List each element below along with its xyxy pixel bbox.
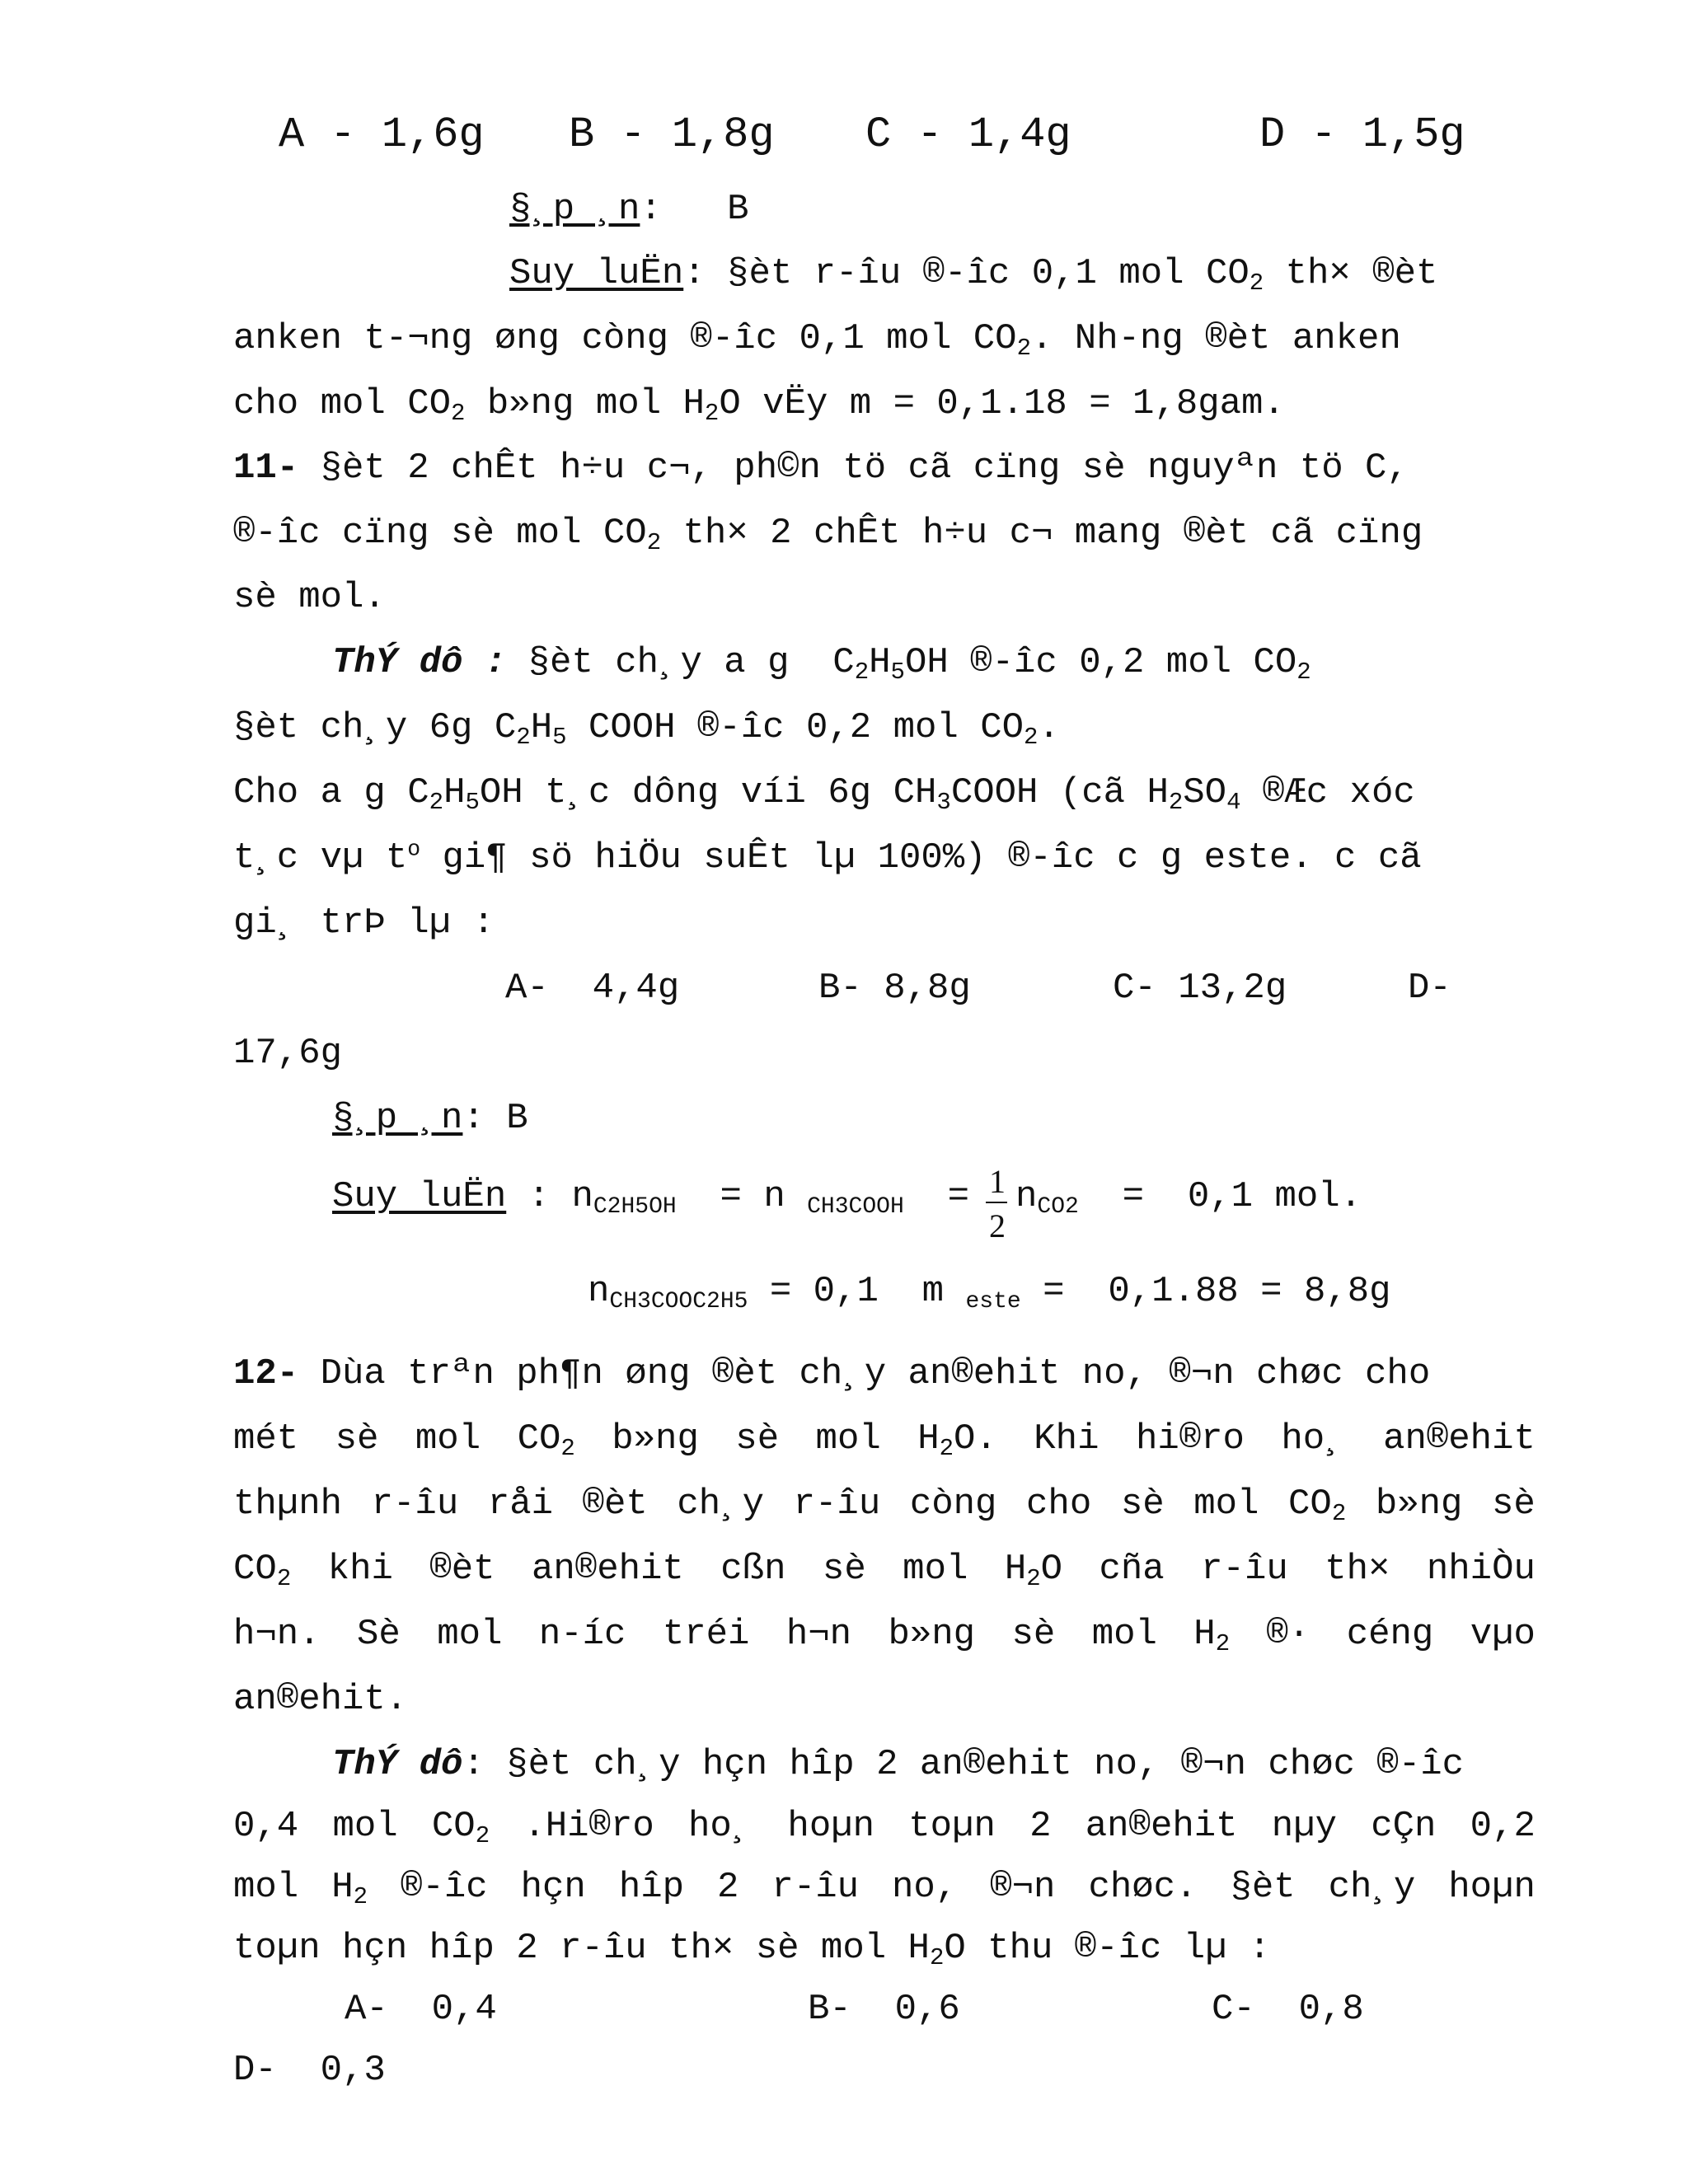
text: mol — [1193, 1483, 1259, 1525]
q10-option-c: C - 1,4g — [865, 110, 1071, 159]
subscript: este — [965, 1288, 1021, 1315]
text: = — [1122, 1176, 1145, 1217]
text: cÇn — [1371, 1806, 1437, 1847]
text: sè — [1492, 1483, 1536, 1525]
text: cho mol CO — [233, 383, 452, 424]
text: CO — [431, 1806, 476, 1847]
text: = 0,1.88 = 8,8g — [1020, 1271, 1391, 1312]
text: ®-îc — [401, 1867, 488, 1908]
q11-example-line-5: gi¸ trÞ lµ : — [233, 902, 495, 944]
text: OH ®-îc 0,2 mol CO — [904, 642, 1297, 683]
text: hoµn — [787, 1806, 875, 1847]
text: sè — [1011, 1614, 1056, 1655]
q12-line-2 — [233, 1418, 1536, 1463]
text: Khi — [1034, 1418, 1100, 1460]
text: n-íc — [538, 1614, 626, 1655]
text: thµnh — [233, 1483, 343, 1525]
text: §èt 2 chÊt h÷u c¬, ph©n tö cã cïng sè nguyªn tö C, — [298, 448, 1409, 489]
q12-line-1 — [233, 1353, 1431, 1394]
text: CO — [233, 1549, 277, 1590]
superscript: o — [407, 837, 421, 862]
text: : §èt r-îu ®-îc 0,1 mol CO — [683, 253, 1250, 294]
subscript: 2 — [1024, 724, 1039, 752]
text: sè — [335, 1418, 379, 1460]
question-number: 11- — [233, 448, 299, 489]
reason-label: Suy luËn — [509, 253, 684, 294]
text: hoµn — [1448, 1867, 1536, 1908]
text: th× 2 chÊt h÷u c¬ mang ®èt cã cïng — [661, 513, 1423, 554]
text: Dùa trªn ph¶n øng ®èt ch¸y an®ehit no, ®¬n chøc cho — [298, 1353, 1431, 1394]
subscript: CO2 — [1037, 1193, 1079, 1220]
text: còng — [909, 1483, 997, 1525]
text: hçn — [520, 1867, 586, 1908]
text — [431, 1806, 490, 1850]
reason-label: Suy luËn — [332, 1176, 507, 1217]
text: b»ng mol H — [465, 383, 705, 424]
text: = 0,1 m — [748, 1271, 966, 1312]
text: : §èt ch¸y hçn hîp 2 an®ehit no, ®¬n chøc ®-îc — [462, 1744, 1465, 1785]
q12-line-4 — [233, 1549, 1536, 1593]
q11-line-3: sè mol. — [233, 577, 386, 618]
text: céng — [1346, 1614, 1434, 1655]
subscript: 2 — [929, 1944, 945, 1972]
text: r-îu — [793, 1483, 881, 1525]
text — [1193, 1614, 1231, 1658]
q10-reason-line-1 — [509, 253, 1438, 298]
q11-option-d-value: 17,6g — [233, 1033, 343, 1074]
q10-option-b: B - 1,8g — [569, 110, 775, 159]
text: H — [869, 642, 891, 683]
text: ®èt — [582, 1483, 648, 1525]
text: an®ehit — [1383, 1418, 1536, 1460]
text: an®ehit — [531, 1549, 684, 1590]
text: r-îu — [371, 1483, 459, 1525]
text: H — [1193, 1614, 1216, 1655]
text — [331, 1867, 368, 1911]
text: H — [331, 1867, 354, 1908]
q10-option-a: A - 1,6g — [279, 110, 485, 159]
text: $CO_2$ — [517, 1418, 575, 1463]
text: ®-îc cïng sè mol CO — [233, 513, 647, 554]
text: : — [528, 1176, 551, 1217]
answer-sep: : — [462, 1098, 485, 1139]
subscript: 4 — [1226, 789, 1241, 817]
q12-line-3 — [233, 1483, 1536, 1528]
q11-example-line-4 — [233, 837, 1422, 879]
text: sè — [1120, 1483, 1165, 1525]
text: H — [530, 707, 553, 748]
q11-option-c: C- 13,2g — [1113, 968, 1287, 1009]
q11-option-a: A- 4,4g — [505, 968, 680, 1009]
text: tréi — [662, 1614, 750, 1655]
subscript: 2 — [475, 1822, 490, 1850]
text: th× — [1325, 1549, 1390, 1590]
text: h¬n. — [233, 1614, 321, 1655]
text: Sè — [357, 1614, 401, 1655]
text: n — [588, 1271, 610, 1312]
text: mol — [1091, 1614, 1157, 1655]
q11-example-line-3 — [233, 772, 1415, 817]
subscript: 2 — [1296, 658, 1311, 687]
text: n — [1015, 1176, 1038, 1217]
text: mét — [233, 1418, 299, 1460]
text: $H_2O$. — [917, 1418, 997, 1463]
text: n — [763, 1176, 785, 1217]
q12-option-a: A- 0,4 — [345, 1989, 497, 2030]
text: hîp — [618, 1867, 685, 1908]
text: ho¸ — [1281, 1418, 1347, 1460]
text: b»ng — [1375, 1483, 1463, 1525]
text: §èt — [1230, 1867, 1296, 1908]
subscript: 2 — [516, 724, 531, 752]
answer-value: B — [727, 189, 749, 230]
q12-example-line-3 — [233, 1867, 1536, 1911]
text: OH t¸c dông víi 6g CH — [479, 772, 937, 813]
text: khi — [327, 1549, 393, 1590]
subscript: 2 — [704, 400, 720, 428]
text: vµo — [1470, 1614, 1536, 1655]
q11-reason-line-1 — [332, 1176, 969, 1220]
text: mol — [332, 1806, 398, 1847]
q11-line-1 — [233, 448, 1409, 489]
text: ®· — [1266, 1614, 1311, 1655]
text: §èt ch¸y a g C — [506, 642, 855, 683]
q12-example-line-1 — [332, 1746, 1464, 1783]
text: nµy — [1271, 1806, 1338, 1847]
text: sè — [735, 1418, 780, 1460]
q12-option-c: C- 0,8 — [1212, 1989, 1364, 2030]
text: = — [720, 1176, 742, 1217]
text: COOH ®-îc 0,2 mol CO — [566, 707, 1025, 748]
fraction-denominator: 2 — [989, 1207, 1006, 1244]
answer-label: §¸p ¸n — [332, 1098, 463, 1139]
subscript: 2 — [560, 1435, 575, 1463]
text: ®èt — [429, 1549, 495, 1590]
q12-line-5 — [233, 1614, 1536, 1658]
text: mol — [815, 1418, 881, 1460]
text: b»ng — [612, 1418, 699, 1460]
q10-option-d: D - 1,5g — [1259, 110, 1465, 159]
text: sè — [822, 1549, 866, 1590]
text: H — [443, 772, 466, 813]
text: b»ng — [888, 1614, 976, 1655]
text: Cho a g C — [233, 772, 429, 813]
text: toµn — [908, 1806, 996, 1847]
q12-example-line-4 — [233, 1928, 1271, 1972]
text: O thu ®-îc lµ : — [944, 1928, 1271, 1969]
text: n — [571, 1176, 593, 1217]
text: 0,1 mol. — [1187, 1176, 1362, 1217]
q11-example-line-1 — [332, 642, 1311, 687]
q11-line-2 — [233, 513, 1423, 557]
answer-value: B — [506, 1098, 528, 1139]
text: ho¸ — [687, 1806, 754, 1847]
text: ®Æc xóc — [1240, 772, 1415, 813]
subscript: 2 — [939, 1435, 954, 1463]
subscript: 2 — [276, 1565, 292, 1593]
q12-option-b: B- 0,6 — [808, 1989, 960, 2030]
subscript: 2 — [1026, 1565, 1041, 1593]
text: 2 — [1029, 1806, 1052, 1847]
text: ch¸y — [677, 1483, 765, 1525]
text: r-îu — [771, 1867, 860, 1908]
example-label: ThÝ dô : — [332, 642, 507, 683]
example-label: ThÝ dô — [332, 1744, 463, 1785]
q10-reason-line-3 — [233, 383, 1285, 428]
q12-option-d: D- 0,3 — [233, 2050, 386, 2091]
text: CO — [1288, 1483, 1332, 1525]
q10-answer — [509, 189, 749, 230]
text: $H_2O$ — [1004, 1549, 1063, 1593]
subscript: 3 — [936, 789, 951, 817]
text: mol — [903, 1549, 968, 1590]
q11-answer — [332, 1100, 528, 1137]
q11-reason-line-2 — [588, 1271, 1391, 1315]
subscript: 2 — [1249, 269, 1264, 298]
text: cho — [1026, 1483, 1092, 1525]
text: hi®ro — [1135, 1418, 1245, 1460]
text: mol — [415, 1418, 481, 1460]
text: mol — [437, 1614, 503, 1655]
q12-line-6: an®ehit. — [233, 1679, 408, 1720]
text: nhiÒu — [1426, 1549, 1536, 1590]
subscript: 5 — [890, 658, 905, 687]
text: r-îu — [1201, 1549, 1288, 1590]
subscript: 2 — [1331, 1500, 1347, 1528]
q12-example-line-2 — [233, 1806, 1536, 1850]
text: h¬n — [785, 1614, 852, 1655]
subscript: CH3COOC2H5 — [609, 1288, 748, 1315]
text: toµn hçn hîp 2 r-îu th× sè mol H — [233, 1928, 930, 1969]
subscript: C2H5OH — [593, 1193, 677, 1220]
subscript: 5 — [465, 789, 480, 817]
subscript: 2 — [451, 400, 466, 428]
answer-sep: : — [640, 189, 662, 230]
question-number: 12- — [233, 1353, 299, 1394]
text: 0,2 — [1470, 1806, 1536, 1847]
text: 0,4 — [233, 1806, 299, 1847]
text — [1288, 1483, 1347, 1528]
text — [233, 1549, 292, 1593]
subscript: 2 — [1168, 789, 1184, 817]
text: COOH (cã H — [950, 772, 1169, 813]
text: gi¶ sö hiÖu suÊt lµ 100%) ®-îc c g este. c cã — [420, 837, 1422, 879]
answer-label: §¸p ¸n — [509, 189, 640, 230]
fraction-numerator: 1 — [989, 1163, 1006, 1200]
q11-option-d: D- — [1408, 968, 1451, 1009]
text: anken t-¬ng øng còng ®-îc 0,1 mol CO — [233, 318, 1017, 359]
text: H — [1004, 1549, 1027, 1590]
text: ®¬n — [990, 1867, 1056, 1908]
text: no, — [892, 1867, 958, 1908]
text: . — [1038, 707, 1060, 748]
text: an®ehit — [1085, 1806, 1238, 1847]
text: SO — [1183, 772, 1227, 813]
q11-reason-line-1-tail — [1015, 1176, 1362, 1220]
text: = — [947, 1176, 969, 1217]
text: chøc. — [1088, 1867, 1198, 1908]
q11-example-line-2 — [233, 707, 1060, 752]
q10-reason-line-2 — [233, 318, 1401, 363]
subscript: 2 — [1016, 335, 1031, 363]
text: cña — [1099, 1549, 1165, 1590]
text: §èt ch¸y 6g C — [233, 707, 517, 748]
subscript: CH3COOH — [807, 1193, 904, 1220]
text: mol — [233, 1867, 299, 1908]
text: 2 — [717, 1867, 739, 1908]
subscript: 2 — [1215, 1630, 1231, 1658]
text: th× ®èt — [1264, 253, 1438, 294]
text: ch¸y — [1328, 1867, 1416, 1908]
text: . Nh-ng ®èt anken — [1030, 318, 1401, 359]
subscript: 2 — [646, 529, 662, 557]
fraction-bar — [986, 1202, 1007, 1203]
subscript: 2 — [854, 658, 870, 687]
text: .Hi®ro — [523, 1806, 654, 1847]
subscript: 5 — [552, 724, 567, 752]
text: råi — [487, 1483, 554, 1525]
text: cßn — [720, 1549, 786, 1590]
subscript: 2 — [429, 789, 444, 817]
text: t¸c vµ t — [233, 837, 408, 879]
subscript: 2 — [353, 1883, 368, 1911]
q11-option-b: B- 8,8g — [818, 968, 971, 1009]
text: O vËy m = 0,1.18 = 1,8gam. — [719, 383, 1285, 424]
